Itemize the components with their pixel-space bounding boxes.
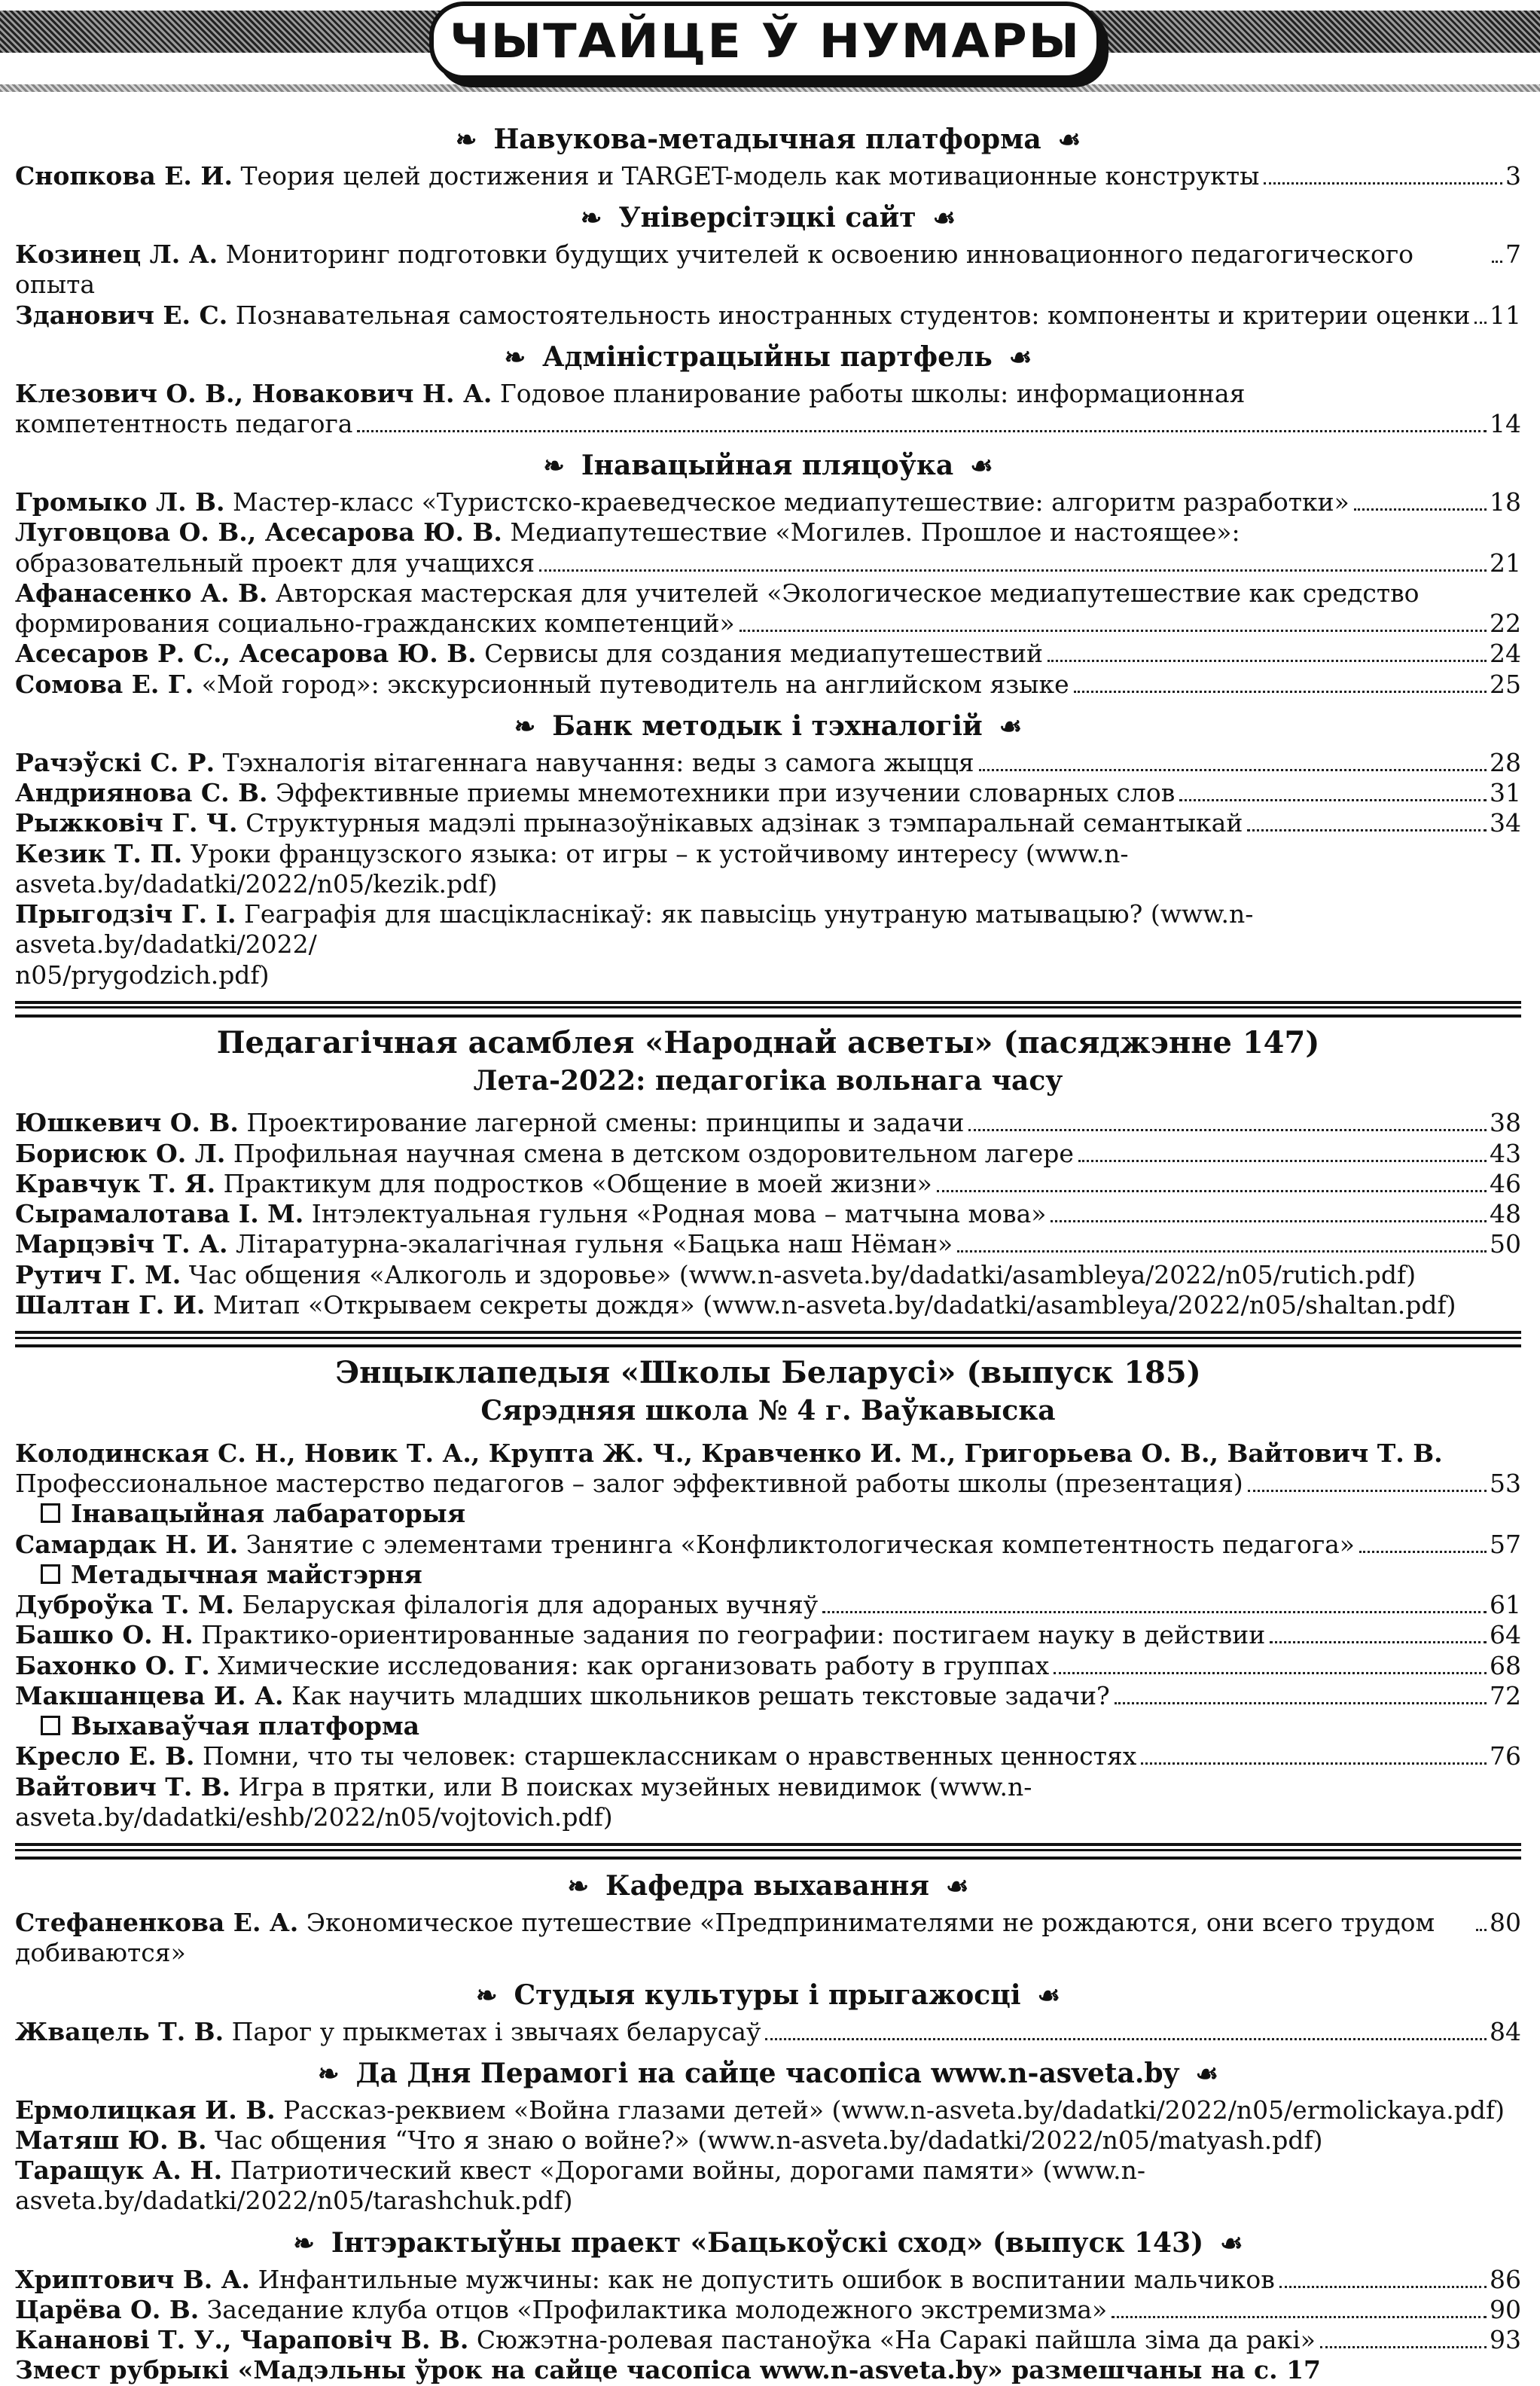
- page-number: 53: [1490, 1469, 1521, 1499]
- ornament-left-icon: ❧: [567, 1872, 589, 1902]
- section-subtitle: Лета-2022: педагогіка вольнага часу: [473, 1064, 1063, 1097]
- entry-title: Годовое планирование работы школы: информационная: [499, 378, 1246, 408]
- page-number: 28: [1490, 747, 1521, 777]
- entry-text: компетентность педагога: [15, 408, 353, 438]
- toc-entry: [15, 2325, 1521, 2355]
- entry-title: Сервисы для создания медиапутешествий: [484, 639, 1043, 669]
- page-number: 48: [1490, 1199, 1521, 1229]
- toc-entry-continuation: [15, 548, 1521, 578]
- entry-author: Асесаров Р. С., Асесарова Ю. В.: [15, 639, 477, 669]
- entry-author: Сырамалотава І. М.: [15, 1199, 304, 1229]
- entry-text: [15, 240, 1487, 301]
- dot-leader: [539, 569, 1487, 572]
- ornament-left-icon: ❧: [514, 711, 536, 742]
- entry-title: Час общения «Алкоголь и здоровье» (www.n-asveta.by/dadatki/asambleya/2022/n05/rutich.pdf): [188, 1259, 1416, 1289]
- toc-entry: [15, 1741, 1521, 1771]
- entry-title: Уроки французского языка: от игры – к устойчивому интересу (www.n-asveta.by/dadatki/2022/n05/kezik.pdf): [15, 838, 1129, 899]
- entry-title: Выхаваўчая платформа: [71, 1711, 420, 1741]
- entry-author: Кравчук Т. Я.: [15, 1168, 216, 1198]
- entry-title: Інавацыйная лабараторыя: [71, 1499, 466, 1529]
- entry-title: Парог у прыкметах і звычаях беларусаў: [231, 2016, 761, 2046]
- entry-title: Тэхналогія вітагеннага навучання: веды з самога жыцця: [222, 747, 974, 777]
- page-number: 11: [1490, 300, 1521, 330]
- dot-leader: [1474, 322, 1487, 324]
- dot-leader: [937, 1190, 1487, 1192]
- page-number: 57: [1490, 1529, 1521, 1559]
- entry-author: Зданович Е. С.: [15, 300, 228, 330]
- subsection-heading: [41, 1499, 1521, 1529]
- entry-author: Матяш Ю. В.: [15, 2125, 207, 2155]
- dot-leader: [957, 1250, 1487, 1252]
- toc-entry: [15, 2125, 1521, 2156]
- entry-author: Луговцова О. В., Асесарова Ю. В.: [15, 517, 502, 548]
- entry-author: Юшкевич О. В.: [15, 1108, 239, 1138]
- dot-leader: [1112, 2316, 1487, 2318]
- toc-entry: [15, 240, 1521, 301]
- toc-entry: [15, 748, 1521, 778]
- page-number: 46: [1490, 1168, 1521, 1198]
- section-divider: [15, 1331, 1521, 1347]
- section-title: [15, 2227, 1521, 2260]
- entry-title: Інтэлектуальная гульня «Родная мова – матчына мова»: [311, 1199, 1047, 1229]
- dot-leader: [979, 769, 1487, 771]
- entry-author: Вайтович Т. В.: [15, 1771, 231, 1802]
- toc-content: [15, 113, 1521, 2386]
- entry-author: Сомова Е. Г.: [15, 669, 194, 699]
- section-title: Педагагічная асамблея «Народнай асветы» (пасяджэнне 147): [216, 1024, 1320, 1060]
- dot-leader: [1359, 1551, 1487, 1553]
- toc-entry: [15, 778, 1521, 808]
- entry-title: Інтэрактыўны праект «Бацькоўскі сход» (выпуск 143): [331, 2226, 1204, 2259]
- section-subtitle: Сярэдняя школа № 4 г. Ваўкавыска: [480, 1395, 1056, 1427]
- section-title: Энцыклапедыя «Школы Беларусі» (выпуск 185): [335, 1355, 1201, 1391]
- entry-title: Авторская мастерская для учителей «Экологическое медиапутешествие как средство: [275, 578, 1420, 608]
- entry-title: Універсітэцкі сайт: [618, 202, 916, 234]
- toc-entry: [15, 670, 1521, 700]
- ornament-left-icon: ❧: [504, 342, 526, 373]
- entry-title: Занятие с элементами тренинга «Конфликтологическая компетентность педагога»: [245, 1529, 1355, 1559]
- dot-leader: [1248, 1490, 1487, 1492]
- entry-title: Профильная научная смена в детском оздоровительном лагере: [233, 1138, 1074, 1168]
- entry-author: Царёва О. В.: [15, 2294, 200, 2324]
- page-title: ЧЫТАЙЦЕ Ў НУМАРЫ: [449, 13, 1081, 69]
- dot-leader: [1048, 660, 1487, 662]
- dot-leader: [1179, 799, 1487, 801]
- ornament-right-icon: ☙: [1057, 125, 1081, 155]
- toc-entry-continuation: [15, 409, 1521, 439]
- entry-text: [15, 2295, 1107, 2325]
- entry-text: Профессиональное мастерство педагогов – залог эффективной работы школы (презентация): [15, 1469, 1243, 1499]
- toc-entry: [15, 1199, 1521, 1229]
- entry-author: Таращук А. Н.: [15, 2156, 223, 2186]
- checkbox-square-icon: [41, 1503, 60, 1523]
- page-number: 34: [1490, 808, 1521, 838]
- toc-entry: [15, 2017, 1521, 2047]
- page-number: 86: [1490, 2264, 1521, 2294]
- section-title: [15, 341, 1521, 374]
- toc-entry: [15, 2265, 1521, 2295]
- section-title: [15, 124, 1521, 157]
- toc-entry: [15, 578, 1521, 609]
- entry-title: Помни, что ты человек: старшеклассникам о нравственных ценностях: [202, 1741, 1137, 1771]
- entry-title: Инфантильные мужчины: как не допустить ошибок в воспитании мальчиков: [258, 2264, 1275, 2294]
- page-number: 76: [1490, 1741, 1521, 1771]
- entry-author: Андриянова С. В.: [15, 778, 268, 808]
- toc-entry-continuation: [15, 609, 1521, 639]
- entry-text: [15, 1908, 1471, 1969]
- toc-entry: [15, 301, 1521, 331]
- entry-author: Кезик Т. П.: [15, 838, 183, 868]
- entry-text: [15, 1229, 953, 1259]
- entry-author: Жвацель Т. В.: [15, 2016, 224, 2046]
- ornament-left-icon: ❧: [455, 125, 477, 155]
- entry-title: Игра в прятки, или В поисках музейных невидимок (www.n-asveta.by/dadatki/eshb/2022/n05/vojtovich.pdf): [15, 1771, 1032, 1832]
- entry-title: Экономическое путешествие «Предпринимателями не рождаются, они всего трудом добиваются»: [15, 1908, 1435, 1968]
- section-title: [15, 710, 1521, 743]
- entry-title: Рассказ-реквием «Война глазами детей» (www.n-asveta.by/dadatki/2022/n05/ermolickaya.pdf): [283, 2095, 1505, 2125]
- entry-title: Как научить младших школьников решать текстовые задачи?: [291, 1680, 1110, 1710]
- entry-text: образовательный проект для учащихся: [15, 548, 535, 578]
- ornament-right-icon: ☙: [1037, 1980, 1060, 2011]
- entry-text: [15, 778, 1175, 808]
- entry-title: Сюжэтна-ролевая пастаноўка «На Саракі пайшла зіма да ракі»: [476, 2325, 1316, 2355]
- toc-entry: [15, 808, 1521, 838]
- entry-text: [15, 2017, 761, 2047]
- entry-author: Макшанцева И. А.: [15, 1680, 284, 1710]
- page-number: 64: [1490, 1620, 1521, 1650]
- entry-title: Проектирование лагерной смены: принципы и задачи: [246, 1108, 965, 1138]
- entry-title: Медиапутешествие «Могилев. Прошлое и настоящее»:: [510, 517, 1240, 548]
- entry-title: Эффективные приемы мнемотехники при изучении словарных слов: [276, 778, 1176, 808]
- dot-leader: [1054, 1672, 1487, 1674]
- section-title: [15, 2058, 1521, 2091]
- entry-title: Практико-ориентированные задания по географии: постигаем науку в действии: [201, 1620, 1266, 1650]
- dot-leader: [1051, 1220, 1487, 1222]
- dot-leader: [1279, 2286, 1487, 2288]
- entry-title: Митап «Открываем секреты дождя» (www.n-asveta.by/dadatki/asambleya/2022/n05/shaltan.pdf): [212, 1289, 1456, 1320]
- ornament-left-icon: ❧: [476, 1980, 498, 2011]
- page-number: 38: [1490, 1108, 1521, 1138]
- page-header: [0, 0, 1540, 90]
- entry-author: Рутич Г. М.: [15, 1259, 181, 1289]
- dot-leader: [1354, 508, 1487, 511]
- entry-text: [15, 1651, 1049, 1681]
- toc-entry: [15, 1469, 1521, 1499]
- page-number: 90: [1490, 2294, 1521, 2324]
- entry-text: [15, 2325, 1316, 2355]
- page-number: 24: [1490, 639, 1521, 669]
- entry-text: [15, 1590, 818, 1620]
- subsection-heading: [41, 1560, 1521, 1590]
- entry-author: Шалтан Г. И.: [15, 1289, 206, 1320]
- page-number: 50: [1490, 1229, 1521, 1259]
- section-title: [15, 1979, 1521, 2012]
- page-number: 43: [1490, 1138, 1521, 1168]
- dot-leader: [1270, 1641, 1487, 1643]
- page-number: 25: [1490, 669, 1521, 699]
- entry-title: Інавацыйная пляцоўка: [581, 450, 954, 482]
- entry-title: Час общения “Что я знаю о войне?» (www.n-asveta.by/dadatki/2022/n05/matyash.pdf): [215, 2125, 1323, 2155]
- page-number: 22: [1490, 609, 1521, 639]
- entry-author: Ермолицкая И. В.: [15, 2095, 276, 2125]
- dot-leader: [1264, 182, 1502, 185]
- subsection-heading: [41, 1711, 1521, 1741]
- dot-leader: [1492, 261, 1502, 263]
- entry-author: Марцэвіч Т. А.: [15, 1229, 228, 1259]
- footer-note: Змест рубрыкі «Мадэльны ўрок на сайце часопіса www.n-asveta.by» размешчаны на с. 17: [15, 2355, 1321, 2385]
- page-number: 21: [1490, 548, 1521, 578]
- ornament-left-icon: ❧: [543, 451, 565, 482]
- ornament-left-icon: ❧: [318, 2058, 340, 2089]
- ornament-left-icon: ❧: [580, 203, 602, 234]
- entry-author: Афанасенко А. В.: [15, 578, 268, 608]
- entry-text: [15, 808, 1243, 838]
- entry-author: Рыжковіч Г. Ч.: [15, 808, 238, 838]
- toc-entry: [15, 1620, 1521, 1650]
- checkbox-square-icon: [41, 1564, 60, 1584]
- page-number: 18: [1490, 487, 1521, 517]
- entry-title: Навукова-метадычная платформа: [493, 124, 1041, 155]
- entry-title: «Мой город»: экскурсионный путеводитель на английском языке: [201, 669, 1069, 699]
- entry-author: Кресло Е. В.: [15, 1741, 195, 1771]
- entry-title: Геаграфія для шасцікласнікаў: як павысіць унутраную матывацыю? (www.n-asveta.by/dadatki/2022/: [15, 899, 1254, 960]
- entry-author: Снопкова Е. И.: [15, 160, 233, 191]
- toc-entry: [15, 899, 1521, 960]
- dot-leader: [822, 1611, 1487, 1613]
- section-divider: [15, 1001, 1521, 1018]
- toc-entry: [15, 1169, 1521, 1199]
- entry-text: формирования социально-гражданских компетенций»: [15, 609, 735, 639]
- page-number: 93: [1490, 2325, 1521, 2355]
- toc-entry: [15, 1590, 1521, 1620]
- entry-title: Патриотический квест «Дорогами войны, дорогами памяти» (www.n-asveta.by/dadatki/2022/n05/tarashchuk.pdf): [15, 2156, 1146, 2216]
- entry-text: [15, 301, 1470, 331]
- toc-entry: [15, 2156, 1521, 2217]
- entry-title: Практикум для подростков «Общение в моей жизни»: [223, 1168, 932, 1198]
- entry-text: [15, 1741, 1136, 1771]
- entry-author: Башко О. Н.: [15, 1620, 194, 1650]
- toc-entry: [15, 379, 1521, 409]
- dot-leader: [765, 2038, 1487, 2040]
- page-number: 72: [1490, 1680, 1521, 1710]
- entry-text: [15, 1620, 1265, 1650]
- ornament-right-icon: ☙: [1008, 342, 1032, 373]
- toc-entry: [15, 517, 1521, 548]
- ornament-right-icon: ☙: [1220, 2228, 1243, 2259]
- toc-entry: [15, 1908, 1521, 1969]
- entry-text: [15, 1681, 1110, 1711]
- section-title: [15, 1870, 1521, 1903]
- entry-text: [15, 1139, 1074, 1169]
- page-number: 68: [1490, 1650, 1521, 1680]
- toc-entry: [15, 1139, 1521, 1169]
- entry-title: Адміністрацыйны партфель: [542, 340, 993, 373]
- entry-text: [15, 748, 974, 778]
- checkbox-square-icon: [41, 1716, 60, 1735]
- entry-text: [15, 670, 1069, 700]
- entry-author: Громыко Л. В.: [15, 487, 225, 517]
- page-number: 31: [1490, 778, 1521, 808]
- entry-author: Борисюк О. Л.: [15, 1138, 226, 1168]
- toc-entry: [15, 1290, 1521, 1320]
- page-number: 7: [1505, 240, 1521, 270]
- entry-author: Хриптович В. А.: [15, 2264, 251, 2294]
- entry-author: Рачэўскі С. Р.: [15, 747, 215, 777]
- dot-leader: [1141, 1762, 1487, 1765]
- entry-author: Самардак Н. И.: [15, 1529, 239, 1559]
- entry-title: Да Дня Перамогі на сайце часопіса www.n-asveta.by: [355, 2057, 1179, 2089]
- entry-author: Дуброўка Т. М.: [15, 1590, 234, 1620]
- entry-authors: Колодинская С. Н., Новик Т. А., Крупта Ж. Ч., Кравченко И. М., Григорьева О. В., Вайтович Т. В.: [15, 1438, 1443, 1468]
- entry-title: Метадычная майстэрня: [71, 1559, 422, 1589]
- dot-leader: [1247, 829, 1487, 831]
- toc-entry: [15, 839, 1521, 900]
- entry-author: Клезович О. В., Новакович Н. А.: [15, 378, 492, 408]
- entry-text: [15, 639, 1043, 669]
- entry-title: Кафедра выхавання: [605, 1870, 929, 1902]
- dot-leader: [1078, 1160, 1487, 1162]
- toc-entry: [15, 1681, 1521, 1711]
- entry-text: [15, 161, 1259, 191]
- entry-author: Стефаненкова Е. А.: [15, 1908, 299, 1938]
- entry-text: [15, 1530, 1355, 1560]
- toc-entry: [15, 2095, 1521, 2125]
- entry-text: [15, 1169, 932, 1199]
- dot-leader: [357, 430, 1487, 432]
- dot-leader: [1476, 1929, 1487, 1931]
- entry-author: Козинец Л. А.: [15, 240, 218, 270]
- toc-entry: [15, 1651, 1521, 1681]
- entry-title: Заседание клуба отцов «Профилактика молодежного экстремизма»: [206, 2294, 1108, 2324]
- entry-title: Познавательная самостоятельность иностранных студентов: компоненты и критерии оценки: [235, 300, 1471, 330]
- dot-leader: [1074, 691, 1487, 693]
- toc-entry: [15, 1229, 1521, 1259]
- toc-entry: [15, 1260, 1521, 1290]
- section-divider: [15, 1843, 1521, 1860]
- toc-entry: [15, 1772, 1521, 1833]
- entry-title: n05/prygodzich.pdf): [15, 960, 270, 990]
- entry-text: [15, 487, 1349, 517]
- toc-entry: [15, 639, 1521, 669]
- ornament-left-icon: ❧: [293, 2228, 315, 2259]
- header-hatch-band-lower: [0, 84, 1540, 92]
- entry-text: [15, 1199, 1046, 1229]
- page-number: 61: [1490, 1590, 1521, 1620]
- toc-entry: [15, 1108, 1521, 1138]
- dot-leader: [740, 630, 1487, 632]
- dot-leader: [968, 1129, 1487, 1131]
- ornament-right-icon: ☙: [932, 203, 956, 234]
- entry-text: [15, 2265, 1275, 2295]
- entry-title: Структурныя мадэлі прыназоўнікавых адзінак з тэмпаральнай семантыкай: [245, 808, 1243, 838]
- page-number: 80: [1490, 1908, 1521, 1938]
- page-number: 14: [1490, 408, 1521, 438]
- ornament-right-icon: ☙: [946, 1872, 969, 1902]
- entry-title: Химические исследования: как организовать работу в группах: [218, 1650, 1050, 1680]
- toc-entry: [15, 161, 1521, 191]
- ornament-right-icon: ☙: [1195, 2058, 1218, 2089]
- entry-title: Беларуская філалогія для адораных вучняў: [242, 1590, 819, 1620]
- section-title: [15, 450, 1521, 483]
- header-banner: [429, 2, 1101, 80]
- entry-title: Літаратурна-экалагічная гульня «Бацька наш Нёман»: [235, 1229, 953, 1259]
- entry-author: Бахонко О. Г.: [15, 1650, 210, 1680]
- entry-title: Студыя культуры і прыгажосці: [514, 1979, 1021, 2011]
- toc-entry: [15, 2295, 1521, 2325]
- toc-entry: [15, 1530, 1521, 1560]
- ornament-right-icon: ☙: [970, 451, 993, 482]
- page-number: 3: [1505, 160, 1521, 191]
- dot-leader: [1320, 2346, 1487, 2348]
- toc-entry: [15, 487, 1521, 517]
- entry-title: Теория целей достижения и TARGET-модель как мотивационные конструкты: [240, 160, 1260, 191]
- entry-title: Мастер-класс «Туристско-краеведческое медиапутешествие: алгоритм разработки»: [233, 487, 1349, 517]
- entry-title: Банк методык і тэхналогій: [552, 709, 983, 742]
- entry-title: Мониторинг подготовки будущих учителей к освоению инновационного педагогического опыта: [15, 240, 1413, 300]
- toc-entry-continuation: [15, 960, 1521, 990]
- dot-leader: [1115, 1702, 1487, 1704]
- entry-author: Прыгодзіч Г. І.: [15, 899, 236, 929]
- page-number: 84: [1490, 2016, 1521, 2046]
- ornament-right-icon: ☙: [999, 711, 1023, 742]
- entry-text: [15, 1108, 964, 1138]
- section-title: [15, 202, 1521, 235]
- entry-author: Кананові Т. У., Чараповіч В. В.: [15, 2325, 469, 2355]
